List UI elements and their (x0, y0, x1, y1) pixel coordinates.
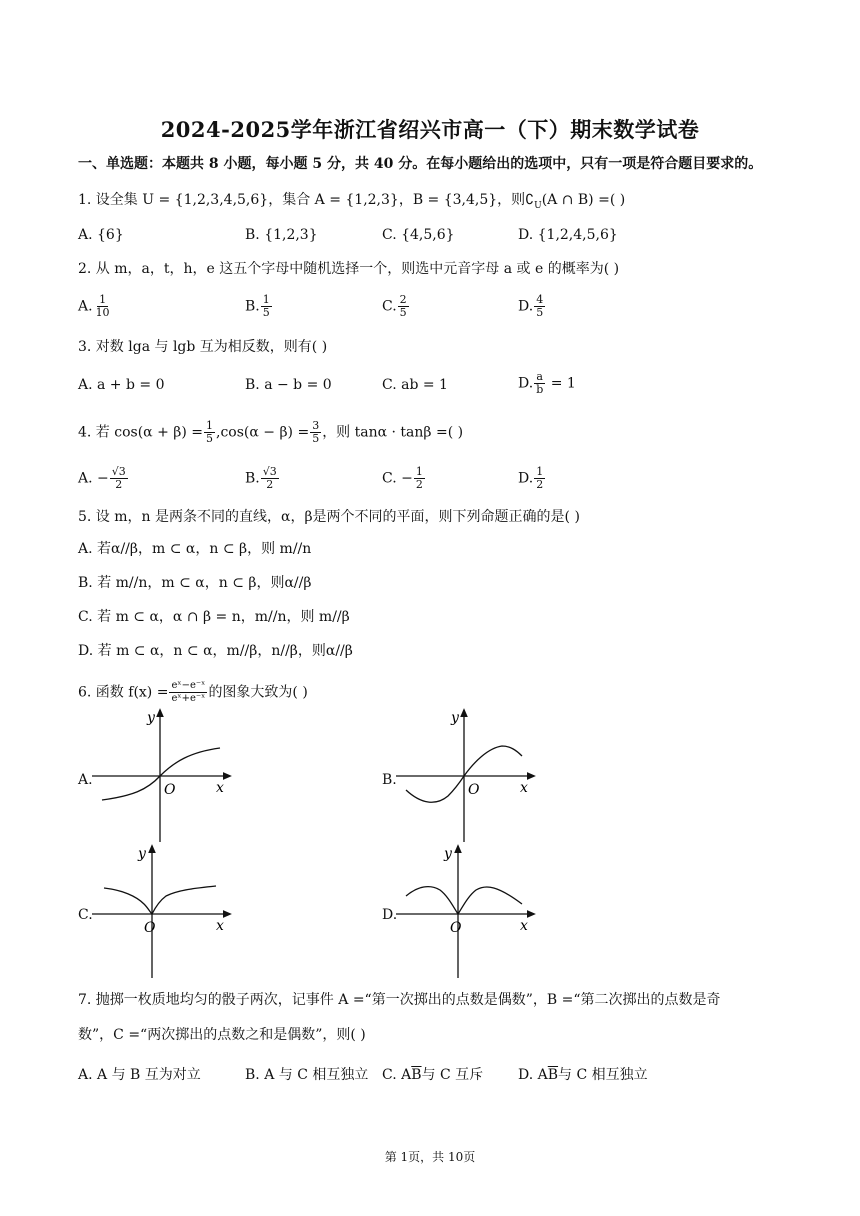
question-7-stem-line2: 数”，C =“两次掷出的点数之和是偶数”，则( ) (78, 1027, 366, 1043)
q6-graph-c (92, 844, 232, 980)
x-axis-label: x (216, 780, 224, 796)
question-2-stem: 2. 从 m，a，t，h，e 这五个字母中随机选择一个，则选中元音字母 a 或 e 的概率为( ) (78, 261, 620, 277)
y-axis-label: y (138, 846, 146, 862)
q3-option-a: A. a + b = 0 (78, 377, 165, 393)
q1-option-b: B. {1,2,3} (245, 227, 318, 243)
q6-option-d-label: D. (382, 907, 398, 923)
page-title: 2024-2025学年浙江省绍兴市高一（下）期末数学试卷 (160, 117, 700, 142)
q6-option-b-label: B. (382, 772, 397, 788)
q6-option-c-label: C. (78, 907, 93, 923)
origin-label: O (164, 782, 176, 798)
q3-option-b: B. a − b = 0 (245, 377, 332, 393)
q1-option-a: A. {6} (78, 227, 124, 243)
q5-option-a: A. 若α//β，m ⊂ α，n ⊂ β，则 m//n (78, 541, 312, 557)
q3-option-d: D. $\frac{a}{b}$ = 1 (518, 370, 576, 396)
q7-option-d: D. $A\overline{B}$与 C 相互独立 (518, 1067, 648, 1083)
question-3-stem: 3. 对数 lga 与 lgb 互为相反数，则有( ) (78, 339, 328, 355)
q2-option-b: B. $\frac{1}{5}$ (245, 293, 270, 319)
origin-label: O (468, 782, 480, 798)
q7-option-c: C. $A\overline{B}$与 C 互斥 (382, 1067, 484, 1083)
x-axis-label: x (216, 918, 224, 934)
q2-option-d: D. $\frac{4}{5}$ (518, 293, 544, 319)
question-5-stem: 5. 设 m，n 是两条不同的直线，α，β是两个不同的平面，则下列命题正确的是( ) (78, 509, 580, 525)
question-7-stem-line1: 7. 抛掷一枚质地均匀的骰子两次，记事件 A =“第一次掷出的点数是偶数”，B =“第二次掷出的点数是奇 (78, 992, 721, 1008)
q4-option-a: A. − $\frac{√3}{2}$ (78, 465, 126, 491)
q7-option-b: B. A 与 C 相互独立 (245, 1067, 369, 1083)
q4-option-c: C. − $\frac{1}{2}$ (382, 465, 423, 491)
y-axis-label: y (147, 710, 155, 726)
q6-graph-b (396, 708, 536, 844)
q4-option-b: B. $\frac{√3}{2}$ (245, 465, 277, 491)
q6-graph-a (92, 708, 232, 844)
q7-option-a: A. A 与 B 互为对立 (78, 1067, 201, 1083)
q6-graph-d (396, 844, 536, 980)
origin-label: O (450, 920, 462, 936)
question-4-stem: 4. 若 cos(α + β) = $\frac{1}{5}$ ,cos(α − β) = $\frac{3}{5}$ ，则 tanα · tanβ =( ) (78, 419, 464, 445)
page-footer: 第 1页，共 10页 (384, 1150, 476, 1164)
question-6-stem: 6. 函数 f(x) = $\frac{\text{eˣ−e⁻ˣ}}{\text{eˣ+e⁻ˣ}}$ 的图象大致为( ) (78, 680, 308, 704)
q5-option-c: C. 若 m ⊂ α，α ∩ β = n，m//n，则 m//β (78, 609, 350, 625)
x-axis-label: x (520, 918, 528, 934)
q2-option-c: C. $\frac{2}{5}$ (382, 293, 407, 319)
q3-option-c: C. ab = 1 (382, 377, 448, 393)
question-1-stem: 1. 设全集 U = {1,2,3,4,5,6}，集合 A = {1,2,3}，B = {3,4,5}，则$∁_U(A$ ∩ B) =( ) (78, 192, 626, 211)
q4-option-d: D. $\frac{1}{2}$ (518, 465, 544, 491)
q2-option-a: A. $\frac{1}{10}$ (78, 293, 110, 319)
q1-option-d: D. {1,2,4,5,6} (518, 227, 618, 243)
y-axis-label: y (451, 710, 459, 726)
q5-option-d: D. 若 m ⊂ α，n ⊂ α，m//β，n//β，则α//β (78, 643, 353, 659)
q6-option-a-label: A. (78, 772, 93, 788)
section-heading: 一、单选题：本题共 8 小题，每小题 5 分，共 40 分。在每小题给出的选项中，只有一项是符合题目要求的。 (78, 156, 763, 172)
y-axis-label: y (444, 846, 452, 862)
q5-option-b: B. 若 m//n，m ⊂ α，n ⊂ β，则α//β (78, 575, 312, 591)
x-axis-label: x (520, 780, 528, 796)
origin-label: O (144, 920, 156, 936)
q1-option-c: C. {4,5,6} (382, 227, 455, 243)
